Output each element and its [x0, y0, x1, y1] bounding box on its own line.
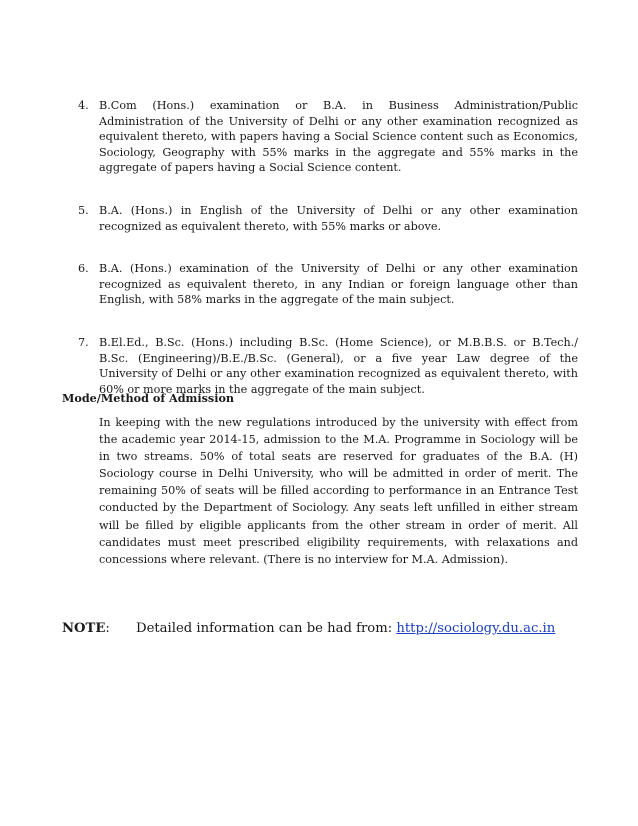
criteria-item [78, 261, 578, 308]
criteria-number: 6. [78, 262, 89, 276]
criteria-item [78, 203, 578, 234]
criteria-item [78, 335, 578, 397]
note-colon: : [105, 621, 110, 636]
criteria-text: B.A. (Hons.) examination of the University of Delhi or any other examination recognized as equivalent thereto, in any Indian or foreign language other than English, with 58% marks in the aggregate of the main subject. [99, 262, 578, 307]
criteria-number: 7. [78, 335, 89, 349]
criteria-text: B.A. (Hons.) in English of the University of Delhi or any other examination recognized as equivalent thereto, with 55% marks or above. [99, 203, 578, 233]
criteria-text: B.Com (Hons.) examination or B.A. in Business Administration/Public Administration of the University of Delhi or any other examination recognized as equivalent thereto, with papers having a Social Science content such as Economics, Sociology, Geography with 55% marks in the aggregate and 55% marks in the aggregate of papers having a Social Science content. [99, 99, 578, 175]
admission-paragraph: In keeping with the new regulations introduced by the university with effect from the academic year 2014-15, admission to the M.A. Programme in Sociology will be in two streams. 50% of total seats are reserved for graduates of the B.A. (H) Sociology course in Delhi University, who will be admitted in order of merit. The remaining 50% of seats will be filled according to performance in an Entrance Test conducted by the Department of Sociology. Any seats left unfilled in either stream will be filled by eligible applicants from the other stream in order of merit. All candidates must meet prescribed eligibility requirements, with relaxations and concessions where relevant. (There is no interview for M.A. Admission). [99, 416, 578, 566]
eligibility-criteria-list [78, 98, 578, 397]
criteria-item [78, 98, 578, 176]
note-label: NOTE [62, 621, 106, 636]
note-text: Detailed information can be had from: [136, 621, 397, 636]
criteria-text: B.El.Ed., B.Sc. (Hons.) including B.Sc. (Home Science), or M.B.B.S. or B.Tech./ B.Sc. (Engineering)/B.E./B.Sc. (General), or a five year Law degree of the University of Delhi or any other examination recognized as equivalent thereto, with 60% or more marks in the aggregate of the main subject. [99, 335, 578, 396]
criteria-number: 4. [78, 99, 89, 112]
criteria-number: 5. [78, 203, 89, 217]
sociology-website-link[interactable]: http://sociology.du.ac.in [396, 621, 556, 636]
note-line [62, 620, 582, 637]
note-text-wrap [136, 620, 555, 637]
admission-heading: Mode/Method of Admission [62, 391, 235, 405]
